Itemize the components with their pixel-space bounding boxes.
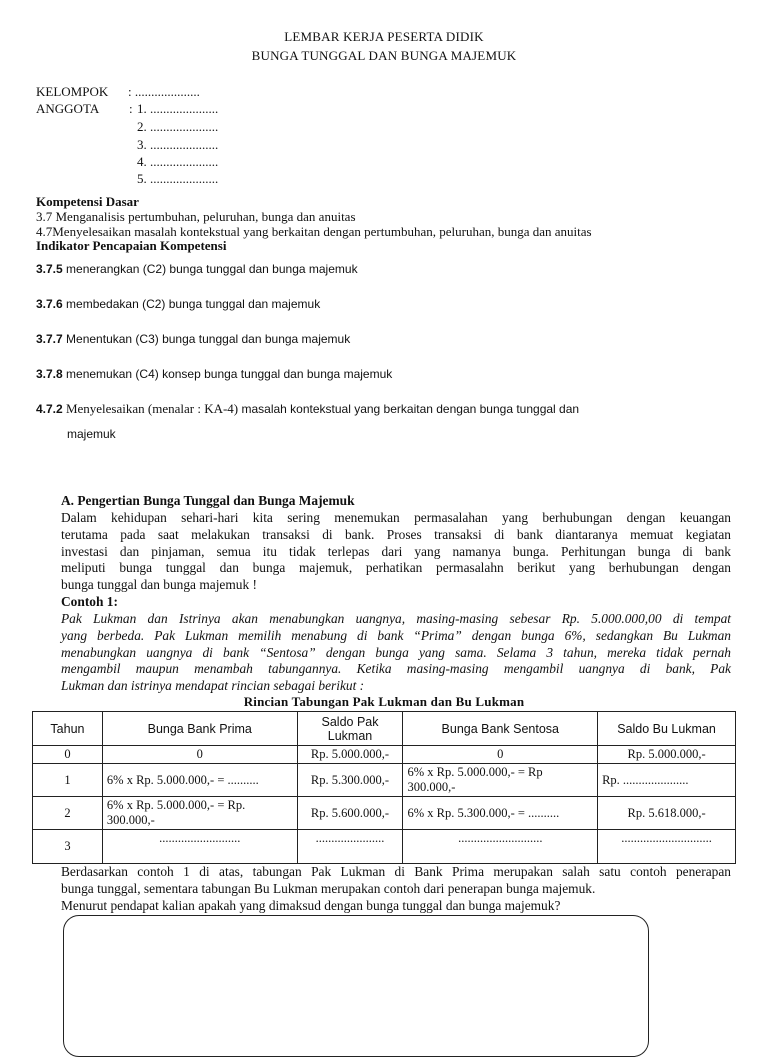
table-row: [33, 797, 736, 830]
table-row: [33, 830, 736, 864]
section-a-heading: A. Pengertian Bunga Tunggal dan Bunga Majemuk: [61, 493, 355, 508]
table-header: Saldo Bu Lukman: [598, 712, 736, 746]
table-cell: 2: [33, 797, 103, 830]
table-header-row: [33, 712, 736, 746]
table-cell: Rp. 5.000.000,-: [297, 746, 403, 764]
indicator-item: 3.7.5 menerangkan (C2) bunga tunggal dan bunga majemuk: [36, 262, 358, 276]
table-cell-fill[interactable]: .............................: [598, 830, 736, 864]
kelompok-field[interactable]: : ....................: [128, 84, 200, 99]
contoh-paragraph: Pak Lukman dan Istrinya akan menabungkan uangnya, masing-masing sebesar Rp. 5.000.000,00 di tempat yang berbeda. Pak Lukman memilih menabung di bank “Prima” dengan bunga 6%, sedangkan Bu Lukman menabungkan uangnya di bank “Sentosa” dengan bunga yang sama. Selama 3 tahun, mereka tidak pernah mengambil maupun menambah tabungannya. Ketika masing-masing mengambil uangnya di bank, Pak Lukman dan istrinya mendapat rincian sebagai berikut :: [61, 611, 731, 694]
table-header: Bunga Bank Sentosa: [403, 712, 598, 746]
section-a-paragraph: Dalam kehidupan sehari-hari kita sering menemukan permasalahan yang berhubungan dengan keuangan terutama pada saat melakukan transaksi di bank. Proses transaksi di bank diantaranya memuat kegiatan investasi dan pinjaman, semua itu tidak terlepas dari yang namanya bunga. Perhitungan bunga di bank meliputi bunga tunggal dan bunga majemuk, perhatikan permasalahn berikut yang berhubungan dengan bunga tunggal dan bunga majemuk !: [61, 510, 731, 593]
member-field-2[interactable]: 2. .....................: [137, 119, 219, 134]
kd-heading: Kompetensi Dasar: [36, 194, 139, 209]
ipk-heading: Indikator Pencapaian Kompetensi: [36, 238, 227, 253]
table-cell: Rp. 5.618.000,-: [598, 797, 736, 830]
table-row: [33, 764, 736, 797]
table-cell: 6% x Rp. 5.000.000,- = Rp. 300.000,-: [102, 797, 297, 830]
answer-box[interactable]: [63, 915, 649, 1057]
savings-table: [32, 711, 736, 864]
table-cell: 6% x Rp. 5.000.000,- = Rp 300.000,-: [403, 764, 598, 797]
table-header: Bunga Bank Prima: [102, 712, 297, 746]
indicator-item: 4.7.2 Menyelesaikan (menalar : KA-4) masalah kontekstual yang berkaitan dengan bunga tunggal dan: [36, 401, 580, 416]
table-row: [33, 746, 736, 764]
member-field-4[interactable]: 4. .....................: [137, 154, 219, 169]
anggota-colon: :: [129, 101, 133, 116]
table-cell-fill[interactable]: Rp. .....................: [598, 764, 736, 797]
member-field-3[interactable]: 3. .....................: [137, 137, 219, 152]
indicator-item: 3.7.7 Menentukan (C3) bunga tunggal dan bunga majemuk: [36, 332, 351, 346]
table-cell: 3: [33, 830, 103, 864]
table-cell-fill[interactable]: ...........................: [403, 830, 598, 864]
indicator-item: 3.7.6 membedakan (C2) bunga tunggal dan majemuk: [36, 297, 321, 311]
table-cell: 1: [33, 764, 103, 797]
member-field-1[interactable]: 1. .....................: [137, 101, 219, 116]
table-cell-fill[interactable]: 6% x Rp. 5.300.000,- = ..........: [403, 797, 598, 830]
table-header: Tahun: [33, 712, 103, 746]
kelompok-label: KELOMPOK: [36, 84, 109, 99]
table-cell: 0: [403, 746, 598, 764]
worksheet-title: LEMBAR KERJA PESERTA DIDIK: [284, 29, 484, 44]
table-cell-fill[interactable]: ......................: [297, 830, 403, 864]
table-cell-fill[interactable]: ..........................: [102, 830, 297, 864]
indicator-item: 3.7.8 menemukan (C4) konsep bunga tunggal dan bunga majemuk: [36, 367, 393, 381]
table-cell: 0: [102, 746, 297, 764]
closing-paragraph: Berdasarkan contoh 1 di atas, tabungan Pak Lukman di Bank Prima merupakan salah satu contoh penerapan bunga tunggal, sementara tabungan Bu Lukman merupakan contoh dari penerapan bunga majemuk. Menurut pendapat kalian apakah yang dimaksud dengan bunga tunggal dan bunga majemuk?: [61, 864, 731, 913]
contoh-label: Contoh 1:: [61, 594, 118, 609]
anggota-label: ANGGOTA: [36, 101, 100, 116]
table-cell: Rp. 5.300.000,-: [297, 764, 403, 797]
table-header: Saldo Pak Lukman: [297, 712, 403, 746]
kd-item-2: 4.7Menyelesaikan masalah kontekstual yang berkaitan dengan pertumbuhan, peluruhan, bunga dan anuitas: [36, 224, 592, 239]
table-cell-fill[interactable]: 6% x Rp. 5.000.000,- = ..........: [102, 764, 297, 797]
table-cell: Rp. 5.600.000,-: [297, 797, 403, 830]
worksheet-subtitle: BUNGA TUNGGAL DAN BUNGA MAJEMUK: [251, 48, 517, 63]
table-cell: 0: [33, 746, 103, 764]
member-field-5[interactable]: 5. .....................: [137, 171, 219, 186]
kd-item-1: 3.7 Menganalisis pertumbuhan, peluruhan, bunga dan anuitas: [36, 209, 356, 224]
table-cell: Rp. 5.000.000,-: [598, 746, 736, 764]
indicator-item-continuation: majemuk: [67, 427, 116, 441]
table-title: Rincian Tabungan Pak Lukman dan Bu Lukman: [243, 694, 525, 709]
